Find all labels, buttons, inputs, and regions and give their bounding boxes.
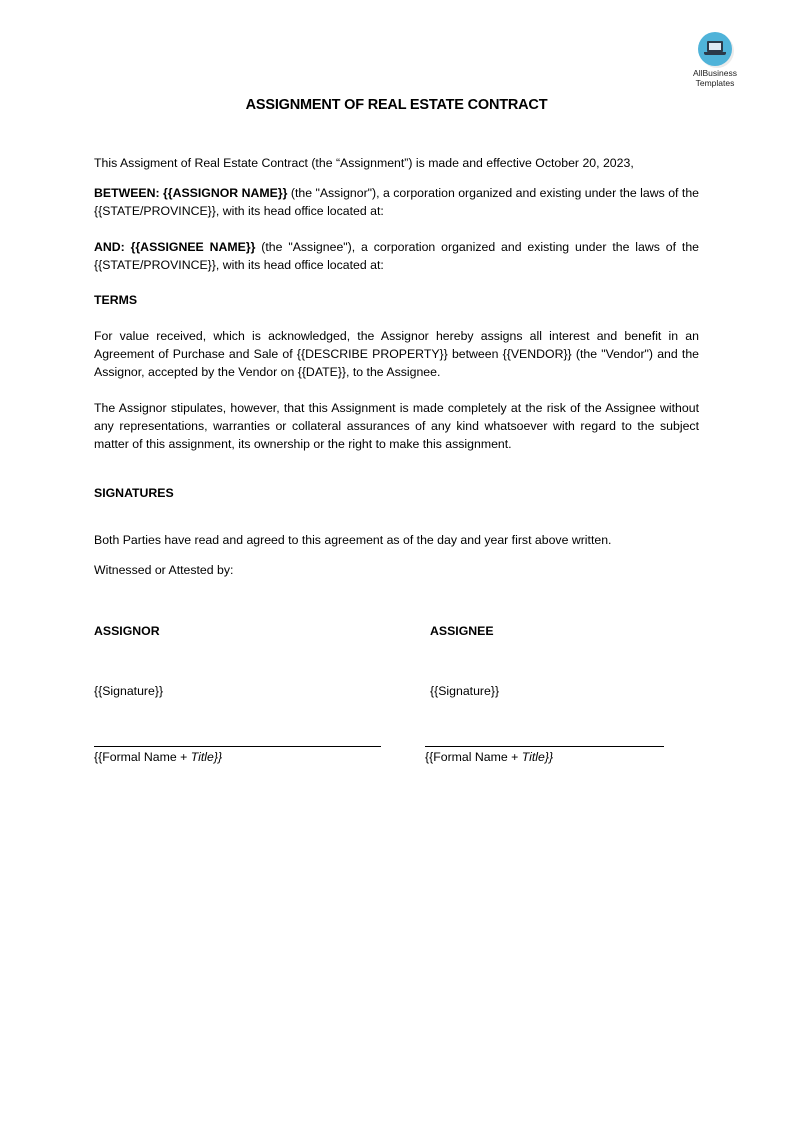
signatures-heading: SIGNATURES [94,486,174,500]
witnessed-label: Witnessed or Attested by: [94,563,234,577]
document-title: ASSIGNMENT OF REAL ESTATE CONTRACT [245,97,548,113]
assignor-signature-line [94,746,381,747]
intro-paragraph: This Assigment of Real Estate Contract (the “Assignment”) is made and effective October 20, 2023, [94,156,634,170]
assignor-formal-name: {{Formal Name + Title}} [94,750,223,764]
and-label: AND: {{ASSIGNEE NAME}} [94,240,256,254]
assignor-signature: {{Signature}} [94,684,164,698]
assignee-signature-line [425,746,664,747]
assignee-signature: {{Signature}} [430,684,500,698]
and-paragraph: AND: {{ASSIGNEE NAME}} (the "Assignee"), a corporation organized and existing under the laws of the {{STATE/PROVINCE}}, with its head office located at: [94,240,699,272]
between-label: BETWEEN: {{ASSIGNOR NAME}} [94,186,288,200]
agreement-statement: Both Parties have read and agreed to this agreement as of the day and year first above written. [94,533,612,547]
laptop-icon [698,32,732,66]
terms-heading: TERMS [94,293,138,307]
terms-paragraph-2: The Assignor stipulates, however, that this Assignment is made completely at the risk of the Assignee without any representations, warranties or collateral assurances of any kind whatsoever with regard to the subject matter of this assignment, its ownership or the right to make this assignment. [94,401,699,451]
logo-text: AllBusiness Templates [693,68,737,88]
terms-paragraph-1: For value received, which is acknowledged, the Assignor hereby assigns all interest and benefit in an Agreement of Purchase and Sale of {{DESCRIBE PROPERTY}} between {{VENDOR}} (the "Vendor") and the Assignor, accepted by the Vendor on {{DATE}}, to the Assignee. [94,329,699,379]
allbusiness-templates-logo [686,32,744,88]
assignor-label: ASSIGNOR [94,624,160,638]
assignee-formal-name: {{Formal Name + Title}} [425,750,554,764]
assignee-label: ASSIGNEE [430,624,494,638]
between-paragraph: BETWEEN: {{ASSIGNOR NAME}} (the "Assignor"), a corporation organized and existing under the laws of the {{STATE/PROVINCE}}, with its head office located at: [94,186,699,218]
